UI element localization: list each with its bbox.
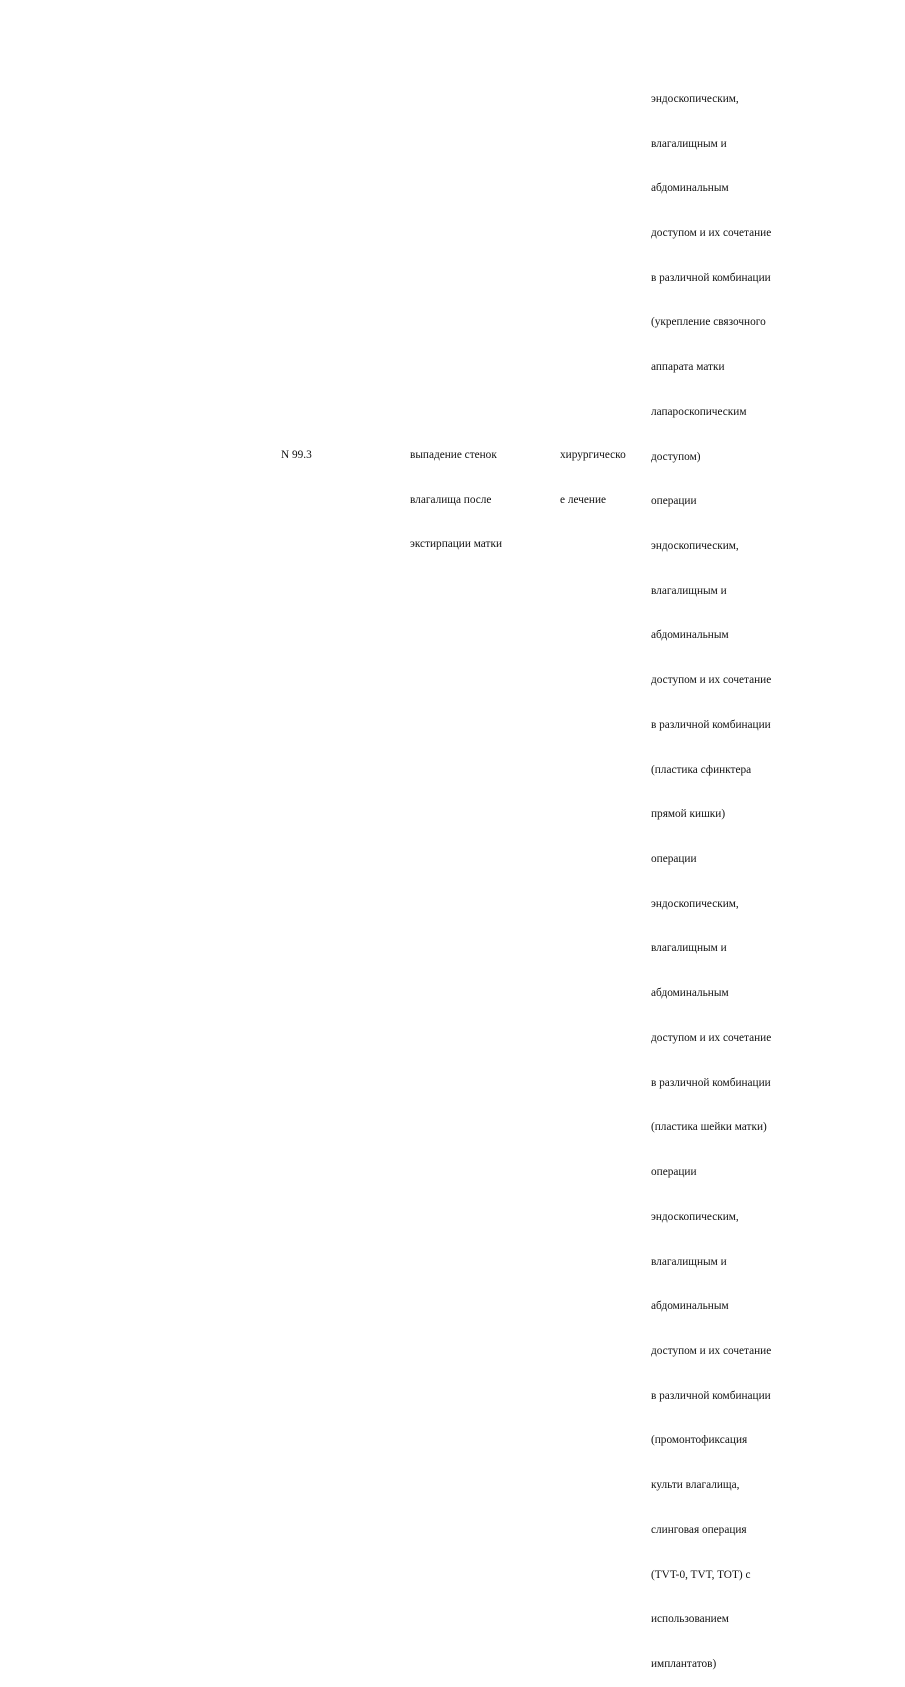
methods-line: (промонтофиксация bbox=[651, 1434, 748, 1447]
methods-line: эндоскопическим, bbox=[651, 92, 739, 105]
methods-line: эндоскопическим, bbox=[651, 540, 739, 552]
diagnosis-line: выпадение стенок bbox=[410, 448, 497, 461]
methods-line: операции bbox=[651, 853, 697, 866]
methods-line: доступом) bbox=[651, 450, 701, 463]
methods-line: абдоминальным bbox=[651, 1300, 729, 1313]
diagnosis-code: N 99.3 bbox=[281, 448, 312, 461]
methods-line: влагалищным и bbox=[651, 942, 727, 955]
methods-line: (TVT-0, TVT, TOT) с bbox=[651, 1568, 751, 1581]
methods-line: эндоскопическим, bbox=[651, 897, 739, 910]
diagnosis-line: влагалища после bbox=[410, 493, 492, 506]
methods-line: имплантатов) bbox=[651, 1657, 717, 1670]
methods-line: доступом и их сочетание bbox=[651, 1031, 772, 1044]
methods-line: аппарата матки bbox=[651, 361, 725, 374]
methods-line: доступом и их сочетание bbox=[651, 226, 772, 239]
methods-line: в различной комбинации bbox=[651, 718, 771, 731]
treatment-methods-column bbox=[651, 62, 801, 1687]
diagnosis-description-cell bbox=[410, 418, 502, 567]
methods-line: (укрепление связочного bbox=[651, 316, 766, 329]
treatment-line: е лечение bbox=[560, 493, 607, 506]
methods-line: влагалищным и bbox=[651, 1255, 727, 1268]
methods-line: слинговая операция bbox=[651, 1523, 747, 1536]
diagnosis-code-cell bbox=[281, 418, 312, 478]
treatment-type-cell bbox=[560, 418, 626, 522]
methods-line: в различной комбинации bbox=[651, 1076, 771, 1089]
methods-line: абдоминальным bbox=[651, 629, 729, 642]
methods-line: операции bbox=[651, 1166, 697, 1179]
methods-line: влагалищным и bbox=[651, 584, 727, 597]
methods-line: доступом и их сочетание bbox=[651, 1344, 772, 1357]
methods-line: влагалищным и bbox=[651, 137, 727, 150]
methods-line: культи влагалища, bbox=[651, 1479, 740, 1492]
methods-line: доступом и их сочетание bbox=[651, 674, 772, 687]
methods-line: (пластика шейки матки) bbox=[651, 1121, 767, 1134]
methods-line: операции bbox=[651, 495, 697, 508]
treatment-line: хирургическо bbox=[560, 448, 626, 461]
methods-line: (пластика сфинктера bbox=[651, 763, 752, 776]
methods-line: в различной комбинации bbox=[651, 271, 771, 284]
methods-line: абдоминальным bbox=[651, 182, 729, 195]
methods-line: лапароскопическим bbox=[651, 405, 747, 418]
diagnosis-line: экстирпации матки bbox=[410, 538, 502, 551]
methods-line: прямой кишки) bbox=[651, 808, 726, 821]
methods-line: эндоскопическим, bbox=[651, 1210, 739, 1223]
methods-line: использованием bbox=[651, 1613, 729, 1626]
methods-line: абдоминальным bbox=[651, 987, 729, 1000]
methods-line: в различной комбинации bbox=[651, 1389, 771, 1402]
